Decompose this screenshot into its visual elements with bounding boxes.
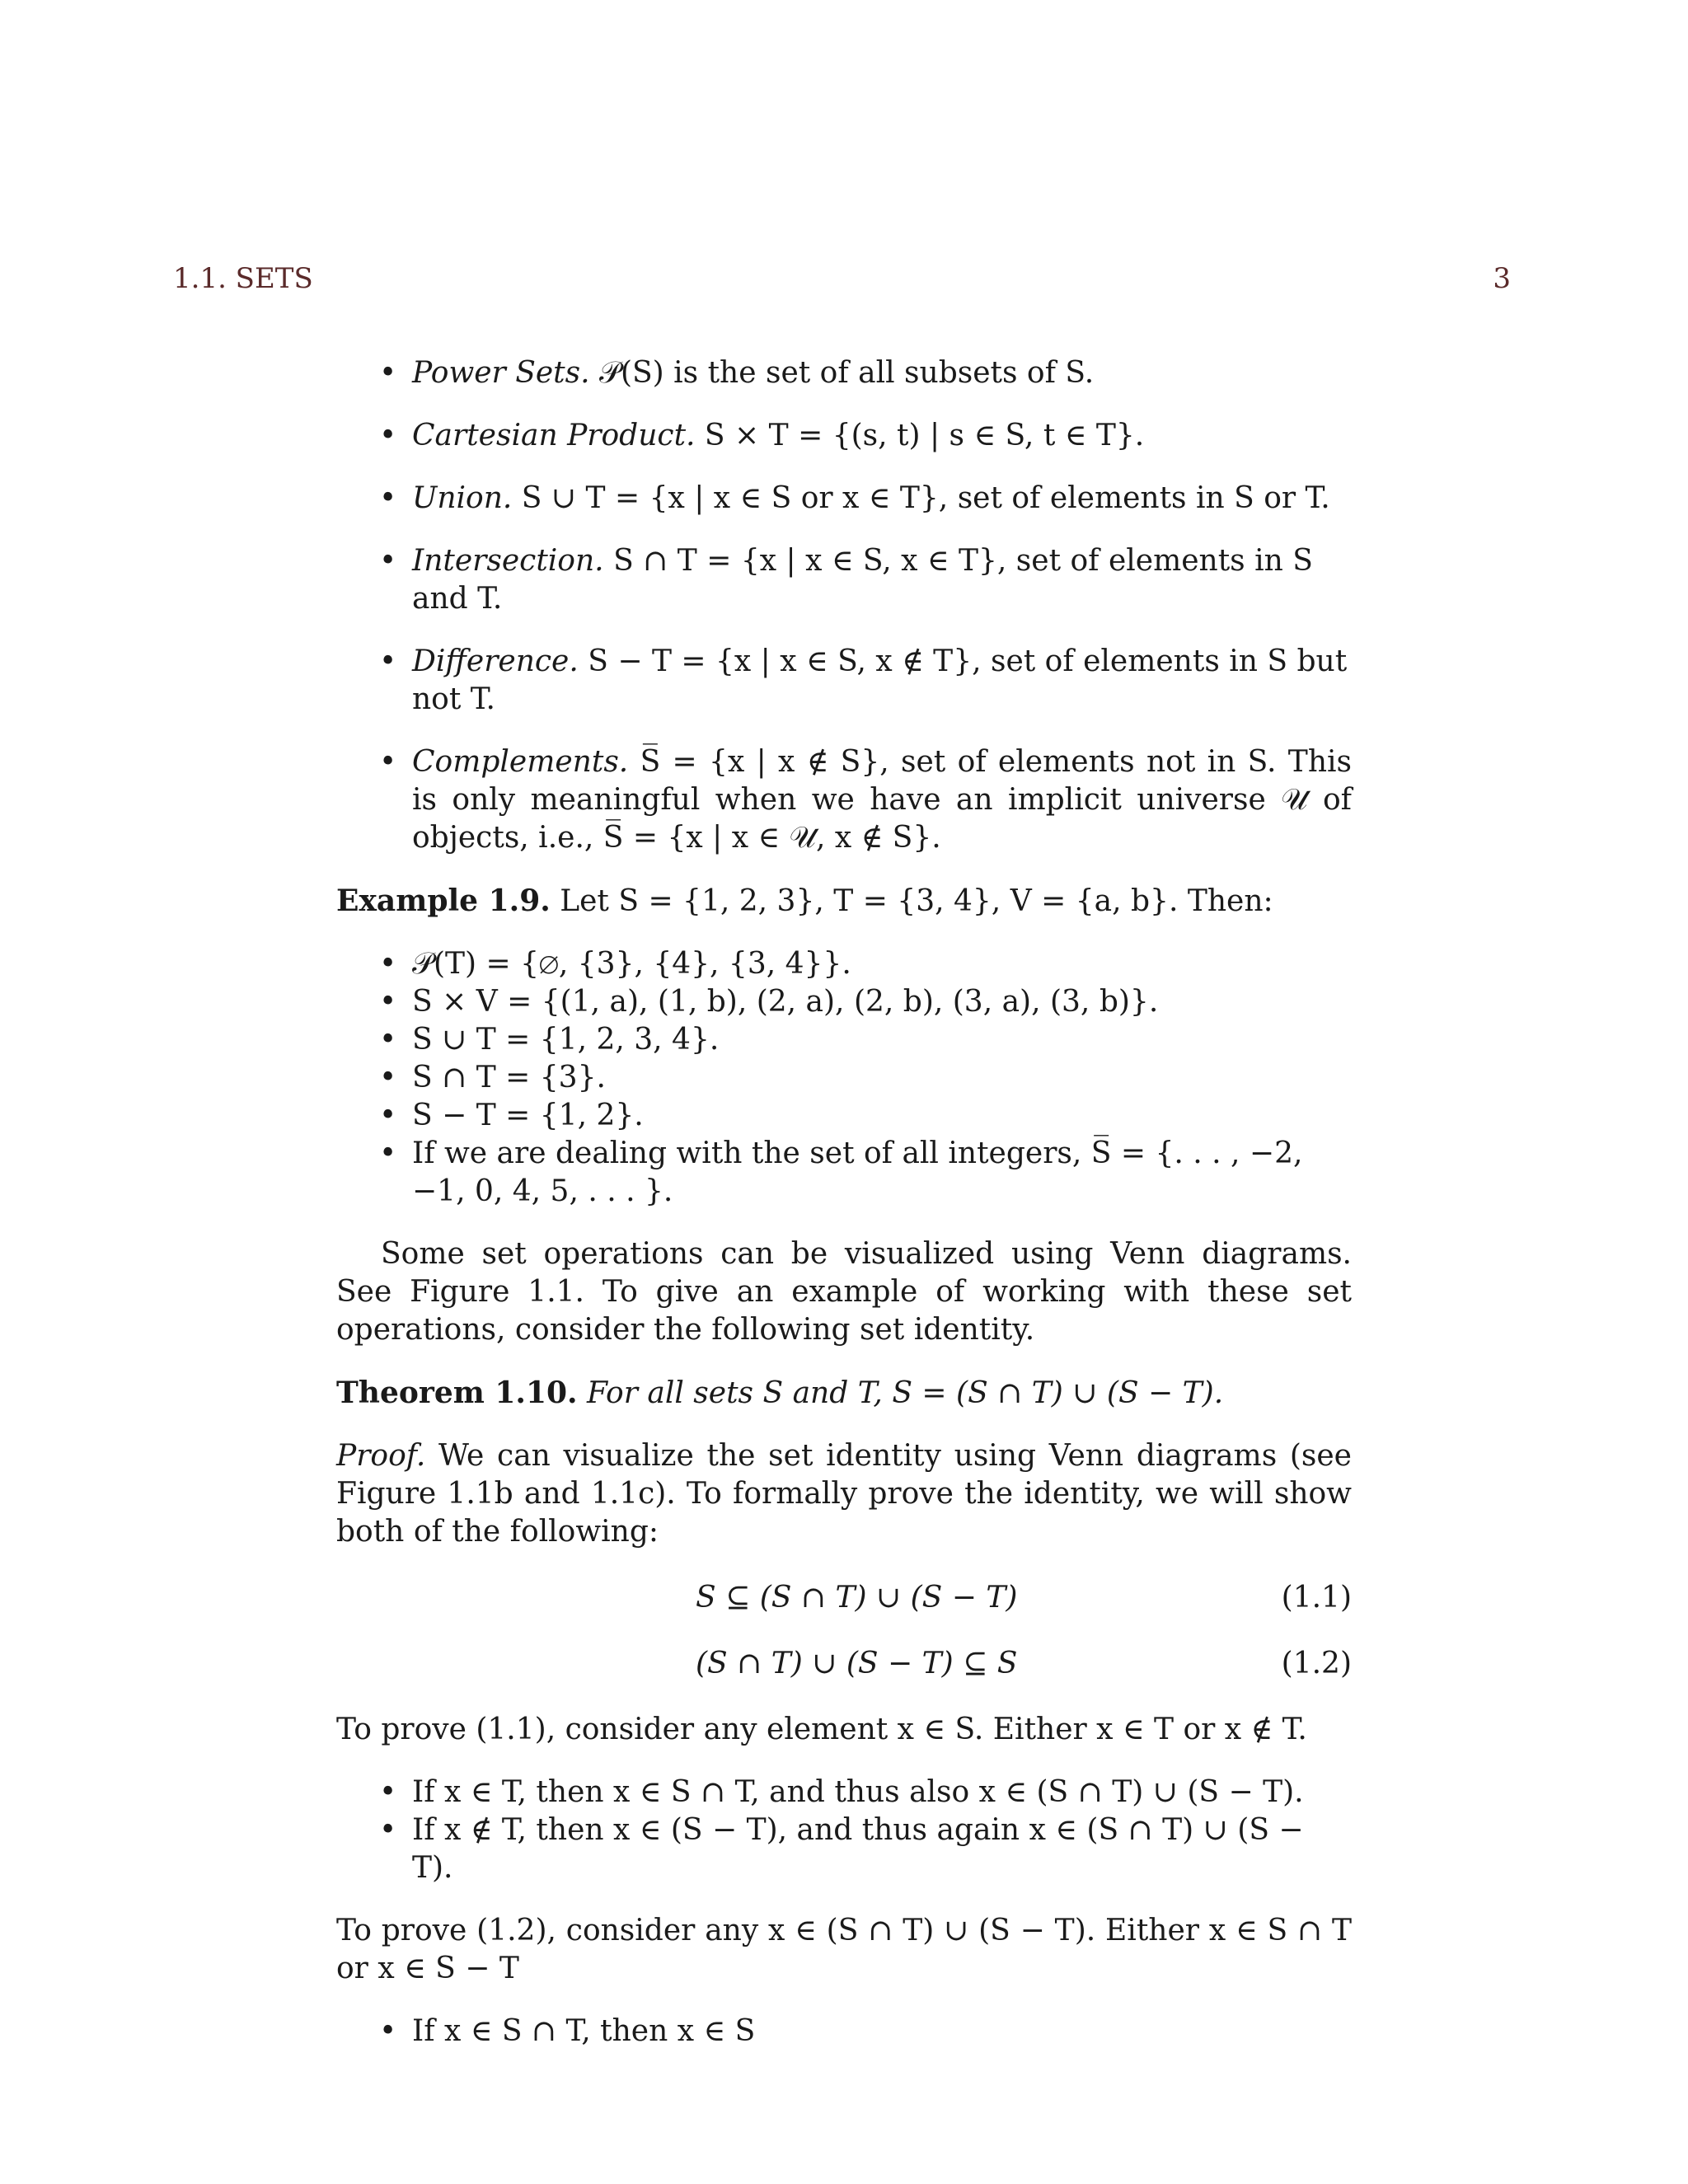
prove-1-1-cases xyxy=(336,1774,1352,1887)
proof-paragraph: Proof. We can visualize the set identity using Venn diagrams (see Figure 1.1b and 1.1c). To formally prove the identity, we will show both of the following: xyxy=(336,1439,1352,1549)
list-item: • 𝒫(T) = {∅, {3}, {4}, {3, 4}}. xyxy=(379,947,851,981)
venn-paragraph: Some set operations can be visualized using Venn diagrams. See Figure 1.1. To give an example of working with these set operations, consider the following set identity. xyxy=(336,1237,1352,1347)
example-1-9: Example 1.9. Let S = {1, 2, 3}, T = {3, 4}, V = {a, b}. Then: xyxy=(336,883,1273,918)
list-item: • S ∩ T = {3}. xyxy=(379,1061,606,1094)
list-item: • If x ∉ T, then x ∈ (S − T), and thus again x ∈ (S ∩ T) ∪ (S − T). xyxy=(379,1813,1304,1885)
equation-1-2: (S ∩ T) ∪ (S − T) ⊆ S (1.2) xyxy=(336,1645,1352,1683)
list-item: • Intersection. S ∩ T = {x | x ∈ S, x ∈ T}, set of elements in S and T. xyxy=(379,544,1313,616)
prove-1-1-paragraph: To prove (1.1), consider any element x ∈ S. Either x ∈ T or x ∉ T. xyxy=(336,1713,1307,1746)
page-number: 3 xyxy=(1493,262,1511,295)
list-item: • Complements. S̅ = {x | x ∉ S}, set of elements not in S. This is only meaningful when we have an implicit universe 𝒰 of objects, i.e., S̅ = {x | x ∈ 𝒰, x ∉ S}. xyxy=(379,745,1352,855)
list-item: • Difference. S − T = {x | x ∈ S, x ∉ T}, set of elements in S but not T. xyxy=(379,644,1348,716)
running-header-section: 1.1. SETS xyxy=(173,262,313,295)
prove-1-2-cases xyxy=(336,2013,1352,2050)
example-list xyxy=(336,945,1352,1211)
list-item: • S − T = {1, 2}. xyxy=(379,1099,644,1132)
main-text xyxy=(336,354,1352,2050)
list-item: • If x ∈ S ∩ T, then x ∈ S xyxy=(379,2014,756,2048)
list-item: • Cartesian Product. S × T = {(s, t) | s ∈ S, t ∈ T}. xyxy=(379,419,1145,452)
list-item: • S × V = {(1, a), (1, b), (2, a), (2, b), (3, a), (3, b)}. xyxy=(379,985,1159,1019)
equation-number: (1.1) xyxy=(1281,1581,1352,1615)
theorem-1-10: Theorem 1.10. For all sets S and T, S = (S ∩ T) ∪ (S − T). xyxy=(336,1376,1224,1410)
list-item: • If we are dealing with the set of all integers, S̅ = {. . . , −2, −1, 0, 4, 5, . . . }. xyxy=(379,1137,1303,1208)
equation-1-1: S ⊆ (S ∩ T) ∪ (S − T) (1.1) xyxy=(336,1579,1352,1617)
definitions-list xyxy=(336,354,1352,857)
equation-number: (1.2) xyxy=(1281,1647,1352,1680)
list-item: • Power Sets. 𝒫(S) is the set of all subsets of S. xyxy=(379,356,1095,390)
list-item: • Union. S ∪ T = {x | x ∈ S or x ∈ T}, set of elements in S or T. xyxy=(379,481,1330,515)
prove-1-2-paragraph: To prove (1.2), consider any x ∈ (S ∩ T) ∪ (S − T). Either x ∈ S ∩ T or x ∈ S − T xyxy=(336,1914,1352,1985)
list-item: • S ∪ T = {1, 2, 3, 4}. xyxy=(379,1023,720,1057)
list-item: • If x ∈ T, then x ∈ S ∩ T, and thus also x ∈ (S ∩ T) ∪ (S − T). xyxy=(379,1775,1304,1809)
